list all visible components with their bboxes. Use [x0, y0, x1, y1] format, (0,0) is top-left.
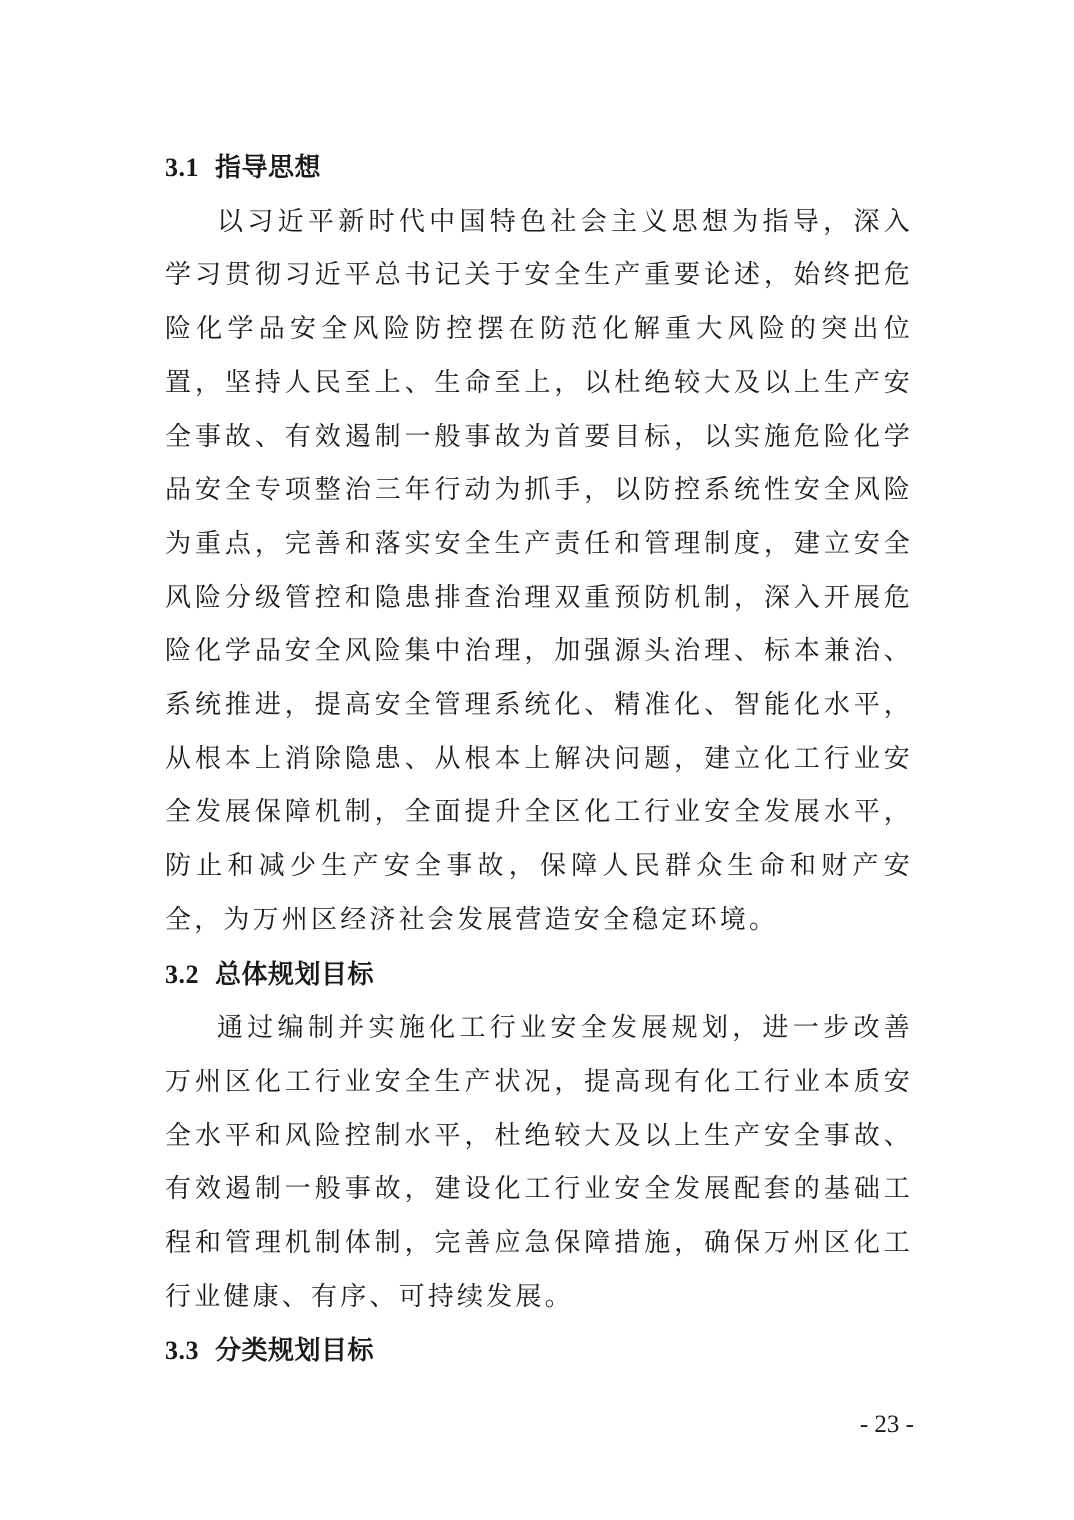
section-heading-3-3: [165, 1324, 913, 1379]
section-number: 3.1: [165, 153, 199, 182]
page-number: - 23 -: [859, 1411, 914, 1438]
section-heading-3-1: [165, 141, 913, 196]
section-heading-3-2: [165, 948, 913, 1003]
section-number: 3.3: [165, 1336, 199, 1366]
section-paragraph-3-1: 以习近平新时代中国特色社会主义思想为指导，深入学习贯彻习近平总书记关于安全生产重要论述，始终把危险化学品安全风险防控摆在防范化解重大风险的突出位置，坚持人民至上、生命至上，以杜绝较大及以上生产安全事故、有效遏制一般事故为首要目标，以实施危险化学品安全专项整治三年行动为抓手，以防控系统性安全风险为重点，完善和落实安全生产责任和管理制度，建立安全风险分级管控和隐患排查治理双重预防机制，深入开展危险化学品安全风险集中治理，加强源头治理、标本兼治、系统推进，提高安全管理系统化、精准化、智能化水平，从根本上消除隐患、从根本上解决问题，建立化工行业安全发展保障机制，全面提升全区化工行业安全发展水平，防止和减少生产安全事故，保障人民群众生命和财产安全，为万州区经济社会发展营造安全稳定环境。: [165, 206, 913, 935]
section-title: 分类规划目标: [215, 1336, 375, 1367]
page-content: [165, 141, 913, 1379]
section-title: 指导思想: [215, 153, 322, 183]
section-number: 3.2: [165, 959, 199, 989]
section-paragraph-3-2: 通过编制并实施化工行业安全发展规划，进一步改善万州区化工行业安全生产状况，提高现有化工行业本质安全水平和风险控制水平，杜绝较大及以上生产安全事故、有效遏制一般事故，建设化工行业安全发展配套的基础工程和管理机制体制，完善应急保障措施，确保万州区化工行业健康、有序、可持续发展。: [165, 1013, 913, 1312]
section-title: 总体规划目标: [215, 959, 375, 990]
